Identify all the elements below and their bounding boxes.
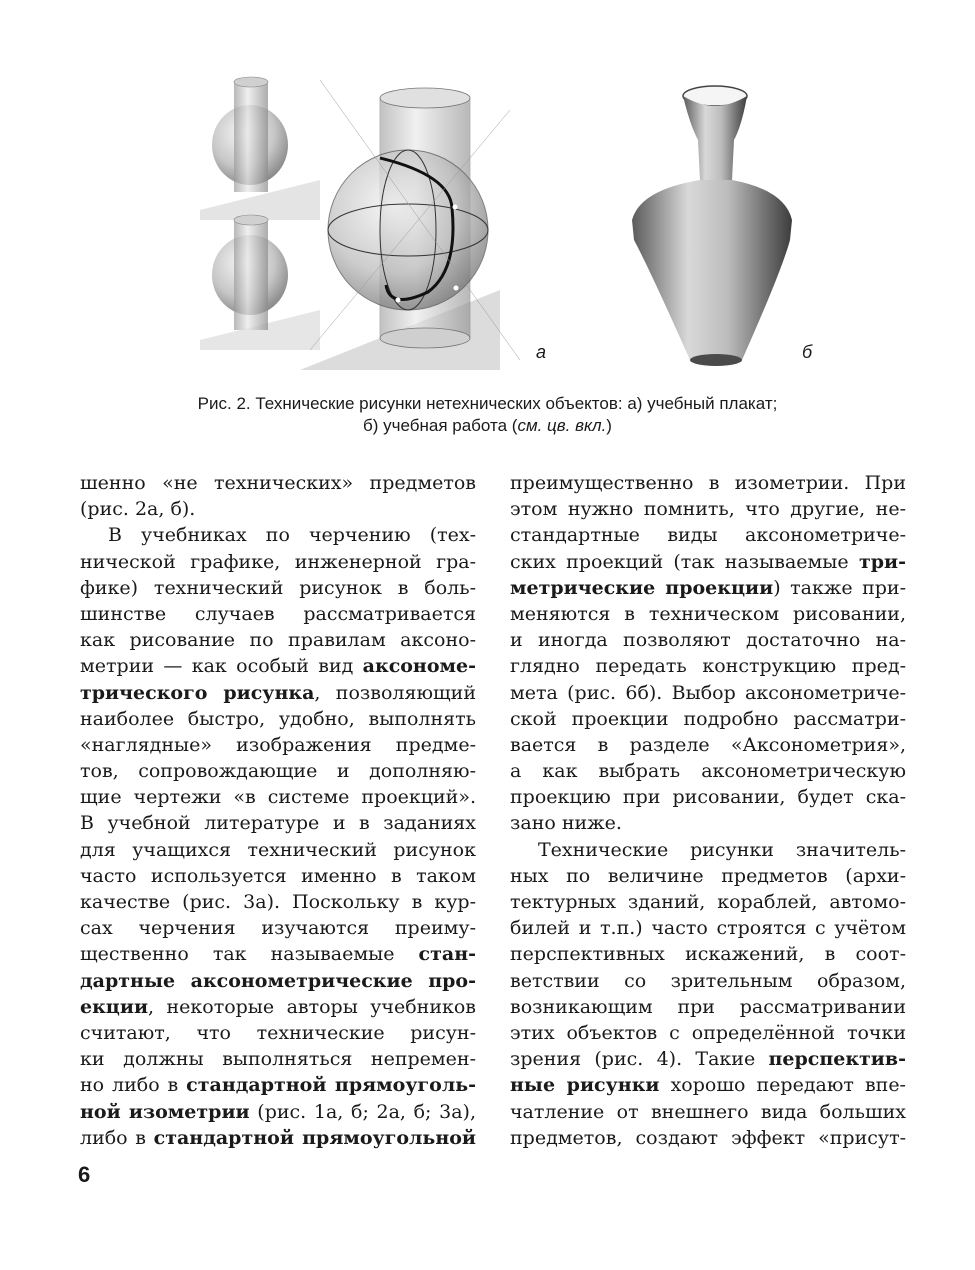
text-run: тов, сопровождающие и дополняю- bbox=[80, 760, 476, 783]
page-number: 6 bbox=[78, 1162, 91, 1187]
text-line bbox=[80, 758, 476, 784]
figure-caption bbox=[100, 393, 875, 437]
caption-line-2-post: ) bbox=[606, 416, 612, 435]
bold-term: три- bbox=[858, 550, 906, 573]
text-line bbox=[80, 889, 476, 915]
text-run: а как выбрать аксонометрическую bbox=[510, 760, 906, 783]
text-line bbox=[510, 968, 906, 994]
text-line bbox=[510, 1020, 906, 1046]
text-line bbox=[510, 889, 906, 915]
text-run: преимущественно в изометрии. При bbox=[510, 472, 906, 494]
bold-term: стандартной прямоугольной bbox=[153, 1126, 476, 1149]
text-line bbox=[80, 601, 476, 627]
text-line bbox=[80, 837, 476, 863]
text-run: вается в разделе «Аксонометрия», bbox=[510, 733, 906, 756]
text-run: В учебниках по черчению (тех- bbox=[108, 524, 476, 547]
bold-term: аксономе- bbox=[362, 655, 476, 678]
text-run: щие чертежи «в системе проекций». bbox=[80, 786, 476, 809]
text-run: стандартные виды аксонометриче- bbox=[510, 524, 906, 547]
text-line bbox=[510, 653, 906, 679]
figure-2-illustration bbox=[190, 70, 840, 380]
text-run: меняются в техническом рисовании, bbox=[510, 602, 906, 625]
text-line bbox=[510, 863, 906, 889]
bold-term: ные рисунки bbox=[510, 1074, 660, 1097]
text-line bbox=[510, 549, 906, 575]
caption-line-1: Рис. 2. Технические рисунки нетехнических объектов: а) учебный плакат; bbox=[197, 394, 778, 413]
text-run: качестве (рис. 3а). Поскольку в кур- bbox=[80, 891, 476, 913]
text-run: и иногда позволяют достаточно на- bbox=[510, 629, 906, 652]
text-run: зрения (рис. 4). Такие bbox=[510, 1048, 769, 1071]
text-line bbox=[510, 575, 906, 601]
bold-term: трического рисунка bbox=[80, 681, 315, 704]
text-line bbox=[80, 653, 476, 679]
text-run: хорошо передают впе- bbox=[659, 1074, 906, 1097]
text-run: метрии — как особый вид bbox=[80, 655, 363, 678]
text-run: но либо в bbox=[80, 1074, 187, 1097]
text-line bbox=[510, 784, 906, 810]
text-run: перспективных искажений, в соот- bbox=[510, 943, 906, 966]
text-run: шинстве случаев рассматривается bbox=[80, 602, 476, 625]
small-sphere-bottom bbox=[200, 215, 320, 350]
text-line bbox=[80, 680, 476, 706]
text-line bbox=[80, 549, 476, 575]
text-line bbox=[510, 1125, 906, 1151]
text-line bbox=[80, 706, 476, 732]
caption-line-2-pre: б) учебная работа ( bbox=[363, 416, 518, 435]
text-line bbox=[80, 915, 476, 941]
text-run: как рисование по правилам аксоно- bbox=[80, 629, 476, 652]
text-line bbox=[510, 1046, 906, 1072]
text-run: ки должны выполняться непремен- bbox=[80, 1048, 476, 1071]
text-line bbox=[510, 810, 906, 836]
text-line bbox=[510, 601, 906, 627]
text-line bbox=[510, 706, 906, 732]
text-line bbox=[510, 680, 906, 706]
text-run: зано ниже. bbox=[510, 812, 622, 835]
caption-line-2-italic: см. цв. вкл. bbox=[517, 416, 607, 435]
text-line bbox=[80, 522, 476, 548]
text-line bbox=[510, 627, 906, 653]
text-line bbox=[80, 968, 476, 994]
text-line bbox=[80, 941, 476, 967]
text-line bbox=[80, 810, 476, 836]
figure-label-a: а bbox=[536, 342, 547, 362]
text-line bbox=[80, 1099, 476, 1125]
text-run: ветствии со зрительным образом, bbox=[510, 969, 906, 992]
small-sphere-top bbox=[200, 77, 320, 220]
bold-term: дартные аксонометрические про- bbox=[80, 969, 476, 992]
text-run: этом нужно помнить, что другие, не- bbox=[510, 498, 906, 521]
figure-2 bbox=[190, 70, 840, 380]
text-run: считают, что технические рисун- bbox=[80, 1021, 476, 1044]
text-run: нической графике, инженерной гра- bbox=[80, 550, 476, 573]
text-run: часто используется именно в таком bbox=[80, 864, 476, 887]
text-run: щественно так называемые bbox=[80, 943, 419, 966]
text-run: ских проекций (так называемые bbox=[510, 550, 859, 573]
text-line bbox=[80, 496, 476, 522]
text-line bbox=[510, 732, 906, 758]
text-line bbox=[80, 1072, 476, 1098]
caption-line-2 bbox=[100, 415, 875, 437]
text-run: чатление от внешнего вида больших bbox=[510, 1100, 906, 1123]
text-line bbox=[80, 1020, 476, 1046]
text-line bbox=[510, 470, 906, 496]
text-run: этих объектов с определённой точки bbox=[510, 1021, 906, 1044]
text-run: фике) технический рисунок в боль- bbox=[80, 576, 476, 599]
text-line bbox=[510, 758, 906, 784]
text-line bbox=[80, 1125, 476, 1151]
text-line bbox=[80, 575, 476, 601]
text-run: В учебной литературе и в заданиях bbox=[80, 812, 476, 835]
text-run: мета (рис. 6б). Выбор аксонометриче- bbox=[510, 681, 906, 704]
text-line bbox=[80, 732, 476, 758]
vase-drawing bbox=[632, 86, 792, 366]
text-run: глядно передать конструкцию пред- bbox=[510, 655, 906, 678]
text-run: (рис. 2а, б). bbox=[80, 498, 196, 521]
text-line bbox=[510, 915, 906, 941]
text-run: для учащихся технический рисунок bbox=[80, 838, 476, 861]
text-run: наиболее быстро, удобно, выполнять bbox=[80, 707, 476, 730]
text-run: шенно «не технических» предметов bbox=[80, 472, 476, 494]
text-run: (рис. 1а, б; 2а, б; 3а), bbox=[249, 1100, 476, 1123]
right-text-column bbox=[510, 470, 906, 1151]
text-run: сах черчения изучаются преиму- bbox=[80, 917, 476, 940]
text-line bbox=[510, 1072, 906, 1098]
text-line bbox=[80, 784, 476, 810]
text-run: билей и т.п.) часто строятся с учётом bbox=[510, 917, 906, 940]
text-run: , некоторые авторы учебников bbox=[148, 995, 476, 1018]
figure-label-b: б bbox=[802, 342, 813, 362]
text-run: ской проекции подробно рассматри- bbox=[510, 707, 906, 730]
bold-term: ной изометрии bbox=[80, 1100, 250, 1123]
text-run: ных по величине предметов (архи- bbox=[510, 864, 906, 887]
text-run: ) также при- bbox=[773, 576, 906, 599]
text-run: тектурных зданий, кораблей, автомо- bbox=[510, 891, 906, 913]
text-line bbox=[80, 627, 476, 653]
text-run: проекцию при рисовании, будет ска- bbox=[510, 786, 906, 809]
text-line bbox=[80, 994, 476, 1020]
text-line bbox=[510, 837, 906, 863]
large-sphere-cylinder bbox=[300, 80, 520, 370]
bold-term: метрические проекции bbox=[510, 576, 774, 599]
text-line bbox=[510, 496, 906, 522]
bold-term: екции bbox=[80, 995, 149, 1018]
text-run: «наглядные» изображения предме- bbox=[80, 733, 476, 756]
text-run: возникающим при рассматривании bbox=[510, 995, 906, 1018]
text-line bbox=[510, 994, 906, 1020]
text-line bbox=[510, 1099, 906, 1125]
bold-term: стандартной прямоуголь- bbox=[186, 1074, 476, 1097]
left-text-column bbox=[80, 470, 476, 1151]
text-line bbox=[510, 941, 906, 967]
text-run: либо в bbox=[80, 1126, 154, 1149]
bold-term: перспектив- bbox=[768, 1048, 906, 1071]
text-line bbox=[80, 470, 476, 496]
text-run: , позволяющий bbox=[314, 681, 476, 704]
text-run: предметов, создают эффект «присут- bbox=[510, 1126, 906, 1149]
text-line bbox=[80, 1046, 476, 1072]
text-line bbox=[510, 522, 906, 548]
bold-term: стан- bbox=[418, 943, 476, 966]
text-run: Технические рисунки значитель- bbox=[538, 838, 906, 861]
text-line bbox=[80, 863, 476, 889]
